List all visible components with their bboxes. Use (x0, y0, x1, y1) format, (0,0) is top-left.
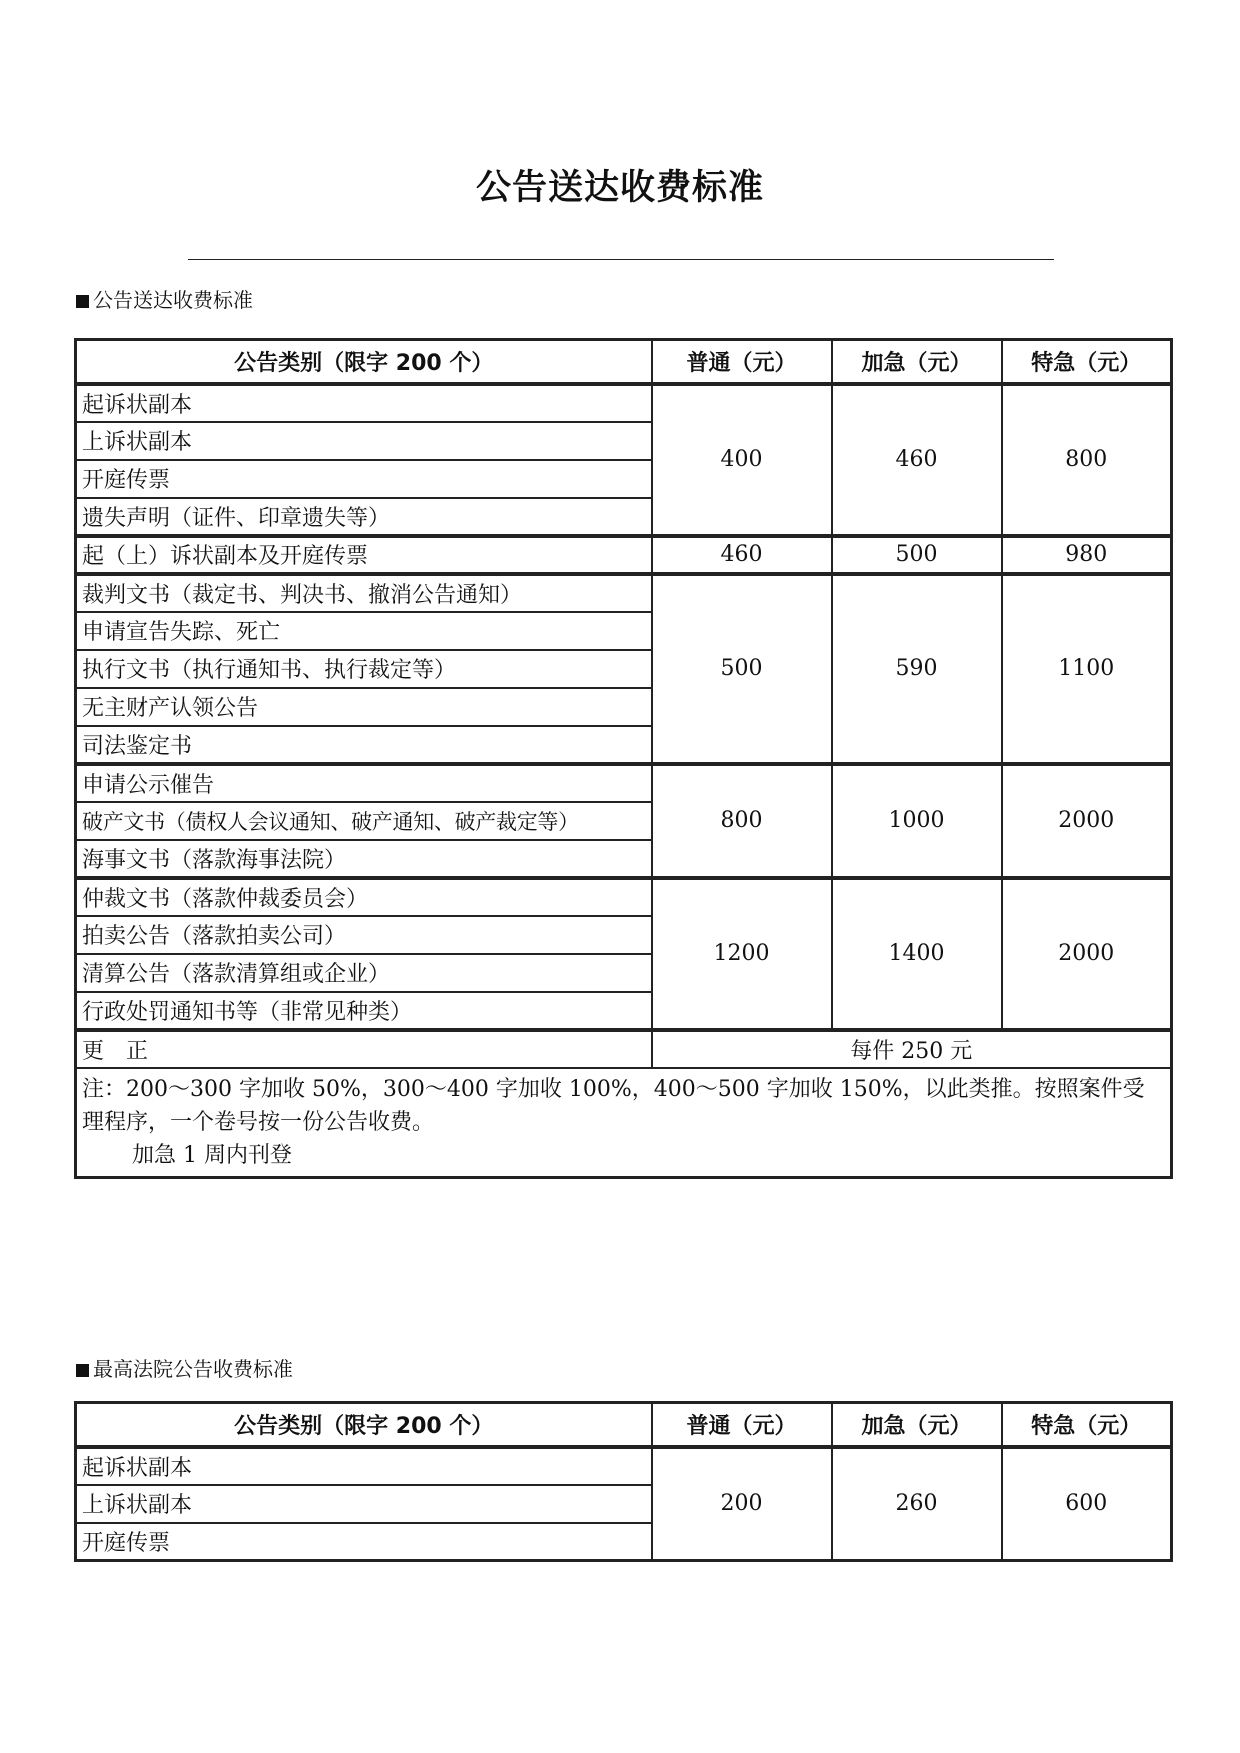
square-bullet-icon (76, 295, 89, 308)
urgent-fee-cell: 500 (832, 536, 1002, 574)
note-urgent-text: 加急 1 周内刊登 (132, 1142, 292, 1168)
table-row (76, 878, 1172, 916)
category-cell: 清算公告（落款清算组或企业） (76, 954, 652, 992)
category-cell: 遗失声明（证件、印章遗失等） (76, 498, 652, 536)
table-row (76, 536, 1172, 574)
table-row (76, 384, 1172, 422)
column-header-normal: 普通（元） (652, 340, 832, 384)
column-header-category: 公告类别（限字 200 个） (76, 1403, 652, 1447)
column-header-express: 特急（元） (1002, 340, 1172, 384)
section-heading-general (76, 284, 253, 313)
correction-label: 更 正 (76, 1030, 652, 1068)
table-row (76, 764, 1172, 802)
category-cell: 上诉状副本 (76, 1485, 652, 1523)
section-heading-label: 公告送达收费标准 (93, 288, 253, 312)
normal-fee-cell: 200 (652, 1447, 832, 1561)
normal-fee-cell: 400 (652, 384, 832, 536)
correction-fee: 每件 250 元 (652, 1030, 1172, 1068)
category-cell: 申请公示催告 (76, 764, 652, 802)
table-row (76, 1447, 1172, 1485)
urgent-fee-cell: 260 (832, 1447, 1002, 1561)
section-heading-label: 最高法院公告收费标准 (93, 1357, 293, 1381)
category-cell: 申请宣告失踪、死亡 (76, 612, 652, 650)
table-header-row (76, 1403, 1172, 1447)
category-cell: 仲裁文书（落款仲裁委员会） (76, 878, 652, 916)
express-fee-cell: 1100 (1002, 574, 1172, 764)
column-header-urgent: 加急（元） (832, 340, 1002, 384)
category-cell: 海事文书（落款海事法院） (76, 840, 652, 878)
normal-fee-cell: 500 (652, 574, 832, 764)
express-fee-cell: 2000 (1002, 764, 1172, 878)
category-cell: 上诉状副本 (76, 422, 652, 460)
column-header-normal: 普通（元） (652, 1403, 832, 1447)
express-fee-cell: 600 (1002, 1447, 1172, 1561)
urgent-fee-cell: 1400 (832, 878, 1002, 1030)
category-cell: 开庭传票 (76, 460, 652, 498)
column-header-category: 公告类别（限字 200 个） (76, 340, 652, 384)
urgent-fee-cell: 590 (832, 574, 1002, 764)
express-fee-cell: 980 (1002, 536, 1172, 574)
category-cell: 起诉状副本 (76, 1447, 652, 1485)
express-fee-cell: 2000 (1002, 878, 1172, 1030)
column-header-urgent: 加急（元） (832, 1403, 1002, 1447)
column-header-express: 特急（元） (1002, 1403, 1172, 1447)
category-cell: 起诉状副本 (76, 384, 652, 422)
category-cell: 无主财产认领公告 (76, 688, 652, 726)
urgent-fee-cell: 1000 (832, 764, 1002, 878)
express-fee-cell: 800 (1002, 384, 1172, 536)
note-cell (76, 1068, 1172, 1178)
table-header-row (76, 340, 1172, 384)
square-bullet-icon (76, 1364, 89, 1377)
normal-fee-cell: 800 (652, 764, 832, 878)
category-cell: 执行文书（执行通知书、执行裁定等） (76, 650, 652, 688)
page-title: 公告送达收费标准 (475, 168, 764, 208)
normal-fee-cell: 460 (652, 536, 832, 574)
note-text: 注：200～300 字加收 50%，300～400 字加收 100%，400～500 字加收 150%，以此类推。按照案件受理程序，一个卷号按一份公告收费。 (82, 1076, 1145, 1135)
fee-table-general (74, 338, 1173, 1179)
correction-row (76, 1030, 1172, 1068)
note-row (76, 1068, 1172, 1178)
table-row (76, 574, 1172, 612)
category-cell: 开庭传票 (76, 1523, 652, 1561)
title-divider (188, 259, 1054, 260)
category-cell: 行政处罚通知书等（非常见种类） (76, 992, 652, 1030)
urgent-fee-cell: 460 (832, 384, 1002, 536)
category-cell: 起（上）诉状副本及开庭传票 (76, 536, 652, 574)
category-cell: 裁判文书（裁定书、判决书、撤消公告通知） (76, 574, 652, 612)
fee-table-supreme-court (74, 1401, 1173, 1562)
normal-fee-cell: 1200 (652, 878, 832, 1030)
category-cell: 司法鉴定书 (76, 726, 652, 764)
category-cell: 拍卖公告（落款拍卖公司） (76, 916, 652, 954)
category-cell: 破产文书（债权人会议通知、破产通知、破产裁定等） (76, 802, 652, 840)
section-heading-supreme-court (76, 1353, 293, 1382)
